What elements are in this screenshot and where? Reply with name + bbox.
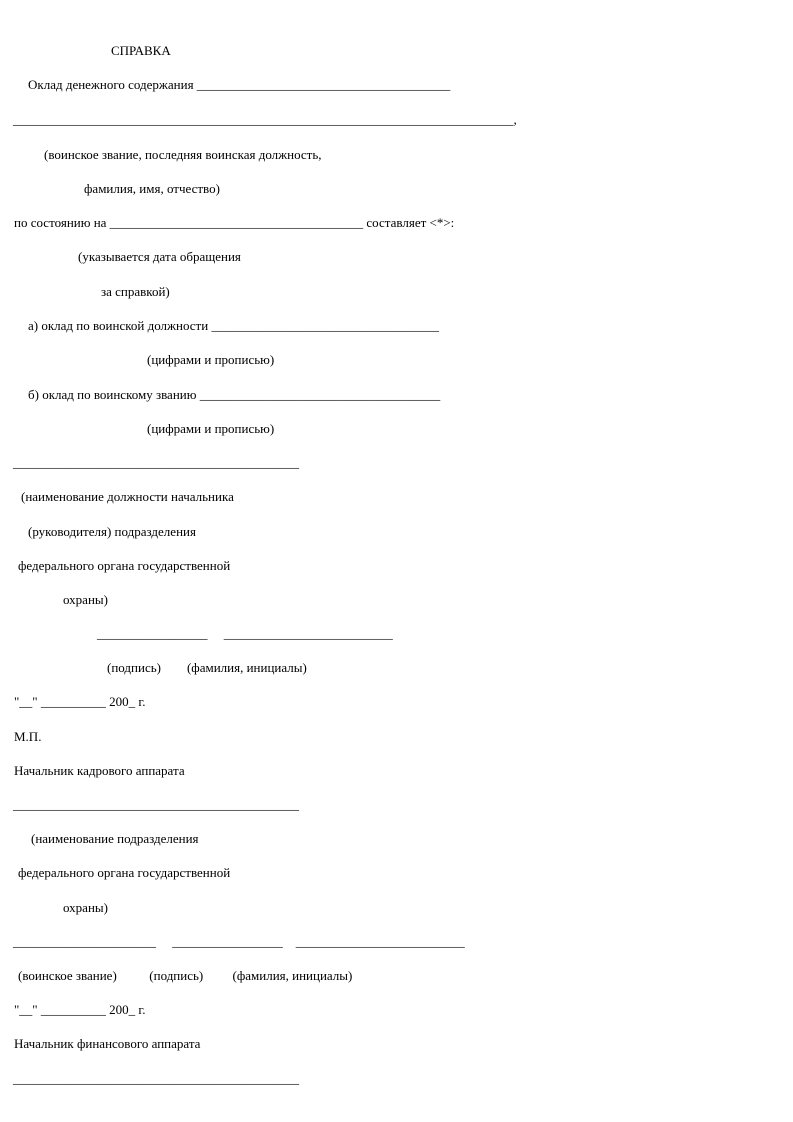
finance-head-title: Начальник финансового аппарата [14, 1036, 201, 1051]
rank-salary-line: б) оклад по воинскому званию _____________________________________ [28, 387, 441, 402]
finance-unit-field: ____________________________________________ [13, 1071, 299, 1086]
head-position-caption-3: федерального органа государственной [18, 558, 231, 573]
hr-signature-caption: (воинское звание) (подпись) (фамилия, инициалы) [18, 968, 353, 983]
hr-unit-caption-3: охраны) [63, 900, 108, 915]
rank-position-name-line: _____________________________________________________________________________, [13, 112, 517, 127]
full-name-caption: фамилия, имя, отчество) [84, 181, 220, 196]
rank-position-caption: (воинское звание, последняя воинская должность, [44, 147, 322, 162]
hr-unit-caption-1: (наименование подразделения [31, 831, 199, 846]
head-signature-field: _________________ __________________________ [97, 626, 393, 641]
position-salary-line: а) оклад по воинской должности ___________________________________ [28, 318, 439, 333]
head-signature-caption: (подпись) (фамилия, инициалы) [107, 660, 307, 675]
head-position-field: ____________________________________________ [13, 455, 299, 470]
hr-signature-field: ______________________ _________________ __________________________ [13, 934, 465, 949]
stamp-mark: М.П. [14, 729, 42, 744]
hr-unit-field: ____________________________________________ [13, 797, 299, 812]
request-date-caption-cont: за справкой) [101, 284, 170, 299]
position-salary-caption: (цифрами и прописью) [147, 352, 275, 367]
head-position-caption-2: (руководителя) подразделения [28, 524, 196, 539]
document-title: СПРАВКА [111, 43, 171, 58]
hr-head-title: Начальник кадрового аппарата [14, 763, 185, 778]
as-of-date-line: по состоянию на _______________________________________ составляет <*>: [14, 215, 455, 230]
rank-salary-caption: (цифрами и прописью) [147, 421, 275, 436]
salary-field-line: Оклад денежного содержания _______________________________________ [28, 77, 451, 92]
hr-unit-caption-2: федерального органа государственной [18, 865, 231, 880]
head-date-line: "__" __________ 200_ г. [14, 694, 146, 709]
request-date-caption: (указывается дата обращения [78, 249, 241, 264]
head-position-caption-4: охраны) [63, 592, 108, 607]
hr-date-line: "__" __________ 200_ г. [14, 1002, 146, 1017]
head-position-caption-1: (наименование должности начальника [21, 489, 234, 504]
